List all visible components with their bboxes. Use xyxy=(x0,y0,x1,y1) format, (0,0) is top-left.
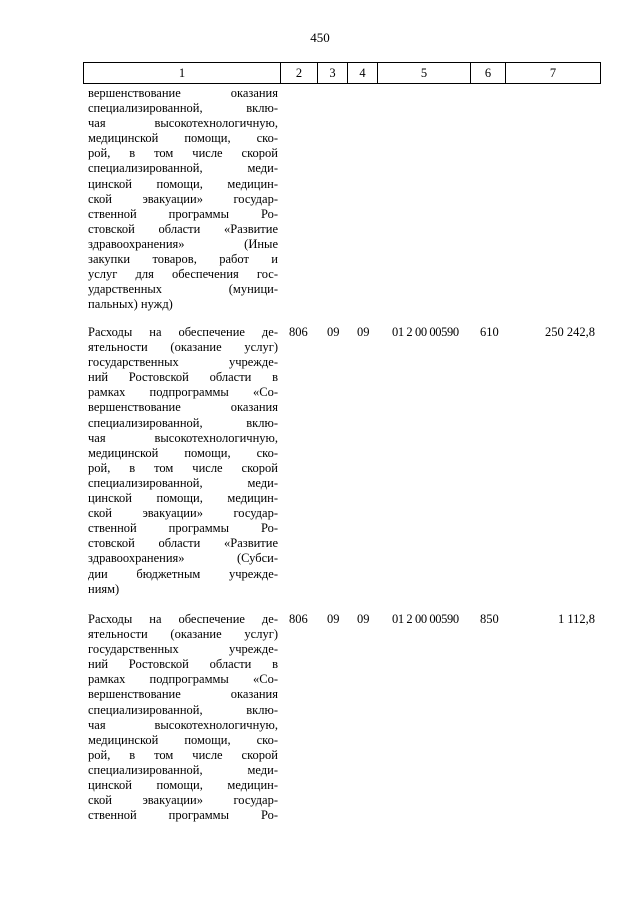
text-line: рой, в том числе скорой xyxy=(88,747,278,762)
text-line: ской эвакуации» государ- xyxy=(88,793,278,808)
column-header-2: 2 xyxy=(281,63,318,84)
expense-type-code: 850 xyxy=(480,612,499,626)
text-line: специализированной, меди- xyxy=(88,161,278,176)
amount-value: 250 242,8 xyxy=(545,325,595,339)
text-line: ний Ростовской области в xyxy=(88,657,278,672)
text-line: медицинской помощи, ско- xyxy=(88,445,278,460)
text-line: цинской помощи, медицин- xyxy=(88,491,278,506)
text-line: ятельности (оказание услуг) xyxy=(88,627,278,642)
text-line: государственных учрежде- xyxy=(88,642,278,657)
text-line: специализированной, вклю- xyxy=(88,702,278,717)
text-line: вершенствование оказания xyxy=(88,400,278,415)
row-description xyxy=(88,325,278,597)
target-article-code: 01 2 00 00590 xyxy=(392,325,459,339)
text-line: ственной программы Ро- xyxy=(88,206,278,221)
text-line: вершенствование оказания xyxy=(88,86,278,100)
text-line: специализированной, вклю- xyxy=(88,101,278,116)
expense-type-code: 610 xyxy=(480,325,499,339)
subsection-code: 09 xyxy=(357,325,370,339)
text-line: специализированной, меди- xyxy=(88,475,278,490)
text-line: стовской области «Развитие xyxy=(88,221,278,236)
text-line: Расходы на обеспечение де- xyxy=(88,612,278,626)
text-line: рамках подпрограммы «Со- xyxy=(88,385,278,400)
text-line: ственной программы Ро- xyxy=(88,521,278,536)
text-line: вершенствование оказания xyxy=(88,687,278,702)
ministry-code: 806 xyxy=(289,325,308,339)
text-line: медицинской помощи, ско- xyxy=(88,732,278,747)
text-line: ской эвакуации» государ- xyxy=(88,506,278,521)
column-header-7: 7 xyxy=(506,63,601,84)
text-line: пальных) нужд) xyxy=(88,297,173,312)
text-line: ударственных (муници- xyxy=(88,282,278,297)
text-line: стовской области «Развитие xyxy=(88,536,278,551)
text-line: здравоохранения» (Иные xyxy=(88,236,278,251)
text-line: чая высокотехнологичную, xyxy=(88,430,278,445)
text-line: цинской помощи, медицин- xyxy=(88,778,278,793)
section-code: 09 xyxy=(327,612,340,626)
text-line: Расходы на обеспечение де- xyxy=(88,325,278,339)
text-line: специализированной, вклю- xyxy=(88,415,278,430)
text-line: цинской помощи, медицин- xyxy=(88,176,278,191)
section-code: 09 xyxy=(327,325,340,339)
row-description xyxy=(88,86,278,312)
amount-value: 1 112,8 xyxy=(557,612,595,626)
text-line: дии бюджетным учрежде- xyxy=(88,566,278,581)
text-line: медицинской помощи, ско- xyxy=(88,131,278,146)
row-description xyxy=(88,612,278,823)
text-line: государственных учрежде- xyxy=(88,355,278,370)
text-line: чая высокотехнологичную, xyxy=(88,116,278,131)
text-line: ственной программы Ро- xyxy=(88,808,278,823)
column-header-6: 6 xyxy=(471,63,506,84)
text-line: ний Ростовской области в xyxy=(88,370,278,385)
text-line: рой, в том числе скорой xyxy=(88,460,278,475)
text-line: ской эвакуации» государ- xyxy=(88,191,278,206)
page-number: 450 xyxy=(310,30,330,45)
text-line: рамках подпрограммы «Со- xyxy=(88,672,278,687)
subsection-code: 09 xyxy=(357,612,370,626)
column-header-1: 1 xyxy=(84,63,281,84)
column-header-3: 3 xyxy=(318,63,348,84)
text-line: чая высокотехнологичную, xyxy=(88,717,278,732)
column-header-4: 4 xyxy=(348,63,378,84)
text-line: услуг для обеспечения гос- xyxy=(88,267,278,282)
target-article-code: 01 2 00 00590 xyxy=(392,612,459,626)
column-header-5: 5 xyxy=(378,63,471,84)
column-header-row xyxy=(83,62,601,84)
text-line: рой, в том числе скорой xyxy=(88,146,278,161)
text-line: специализированной, меди- xyxy=(88,762,278,777)
text-line: закупки товаров, работ и xyxy=(88,252,278,267)
ministry-code: 806 xyxy=(289,612,308,626)
text-line: ниям) xyxy=(88,581,120,596)
text-line: ятельности (оказание услуг) xyxy=(88,340,278,355)
text-line: здравоохранения» (Субси- xyxy=(88,551,278,566)
